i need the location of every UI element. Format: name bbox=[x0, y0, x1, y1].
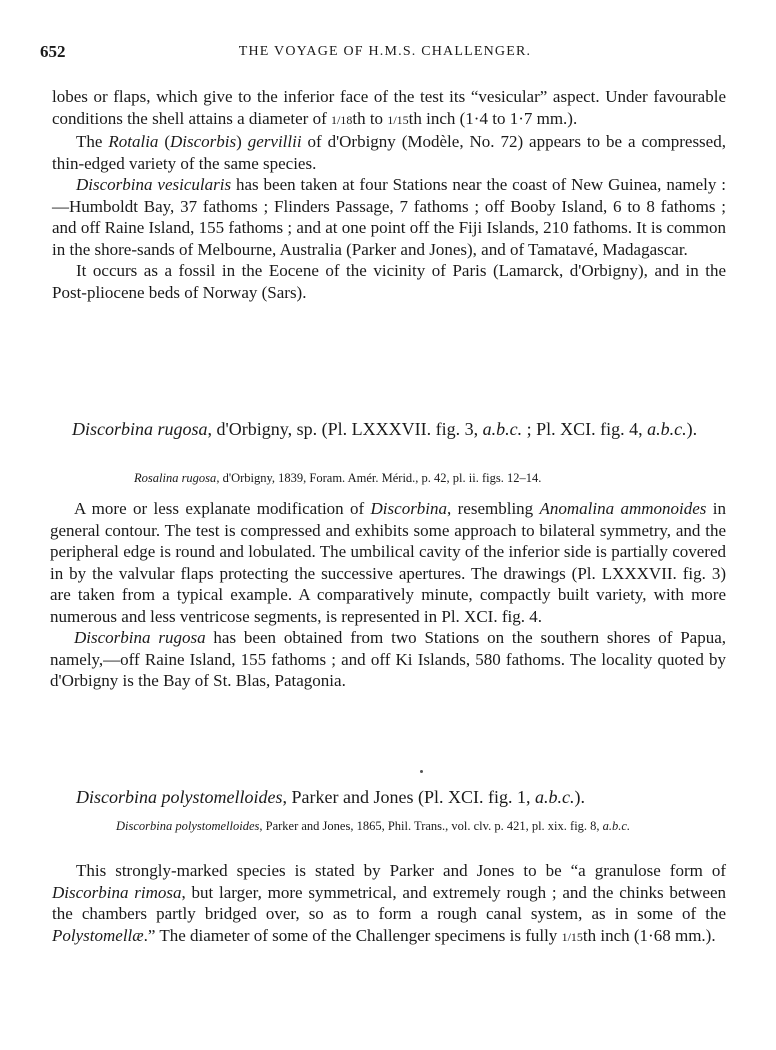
section-heading-polystomelloides bbox=[52, 786, 726, 809]
species-heading-polystomelloides: Discorbina polystomelloides, Parker and Jones (Pl. XCI. fig. 1, a.b.c.). bbox=[76, 787, 585, 807]
paragraph-rugosa-description: A more or less explanate modification of Discorbina, resembling Anomalina ammonoides in general contour. The test is compressed and exhibits some approach to bilateral symmetry, and the peripheral edge is round and lobulated. The umbilical cavity of the inferior side is partially covered in by the valvular flaps protecting the successive apertures. The drawings (Pl. LXXXVII. fig. 3) are taken from a typical example. A comparatively minute, compactly built variety, with more numerous and less ventricose segments, is represented in Pl. XCI. fig. 4. bbox=[50, 499, 726, 626]
synonym-rugosa-text: Rosalina rugosa, d'Orbigny, 1839, Foram. Amér. Mérid., p. 42, pl. ii. figs. 12–14. bbox=[134, 471, 542, 485]
paragraph-distribution: Discorbina vesicularis has been taken at four Stations near the coast of New Guinea, namely :—Humboldt Bay, 37 fathoms ; Flinders Passage, 7 fathoms ; off Booby Island, 6 to 8 fathoms ; and off Raine Island, 155 fathoms ; and at one point off the Fiji Islands, 210 fathoms. It is common in the shore-sands of Melbourne, Australia (Parker and Jones), and of Tamatavé, Madagascar. bbox=[52, 175, 726, 259]
paragraph-size: lobes or flaps, which give to the inferior face of the test its “vesicular” aspect. Under favourable conditions the shell attains a diameter of 1/18th to 1/15th inch (1·4 to 1·7 mm.). bbox=[52, 87, 726, 128]
page-header bbox=[40, 42, 730, 66]
paragraph-rugosa-distribution: Discorbina rugosa has been obtained from two Stations on the southern shores of Papua, namely,—off Raine Island, 155 fathoms ; and off Ki Islands, 580 fathoms. The locality quoted by d'Orbigny is the Bay of St. Blas, Patagonia. bbox=[50, 628, 727, 690]
running-title: THE VOYAGE OF H.M.S. CHALLENGER. bbox=[238, 44, 532, 59]
page-number: 652 bbox=[40, 42, 66, 61]
section-polystomelloides-body bbox=[52, 860, 726, 948]
species-heading-rugosa: Discorbina rugosa, d'Orbigny, sp. (Pl. LXXXVII. fig. 3, a.b.c. ; Pl. XCI. fig. 4, a.b.c.). bbox=[72, 419, 698, 439]
paragraph-gervillii: The Rotalia (Discorbis) gervillii of d'Orbigny (Modèle, No. 72) appears to be a compressed, thin-edged variety of the same species. bbox=[52, 132, 726, 173]
synonym-polystomelloides-text: Discorbina polystomelloides, Parker and Jones, 1865, Phil. Trans., vol. clv. p. 421, pl. xix. fig. 8, a.b.c. bbox=[116, 819, 631, 833]
synonym-polystomelloides bbox=[116, 818, 726, 834]
print-speck bbox=[420, 770, 423, 773]
section-rugosa-body bbox=[50, 498, 726, 692]
paragraph-polystomelloides: This strongly-marked species is stated by Parker and Jones to be “a granulose form of Discorbina rimosa, but larger, more symmetrical, and extremely rough ; and the chinks between the chambers partly bridged over, so as to form a rough canal system, as in some of the Polystomellæ.” The diameter of some of the Challenger specimens is fully 1/15th inch (1·68 mm.). bbox=[52, 861, 726, 945]
paragraph-fossil: It occurs as a fossil in the Eocene of the vicinity of Paris (Lamarck, d'Orbigny), and in the Post-pliocene beds of Norway (Sars). bbox=[52, 261, 726, 302]
section-heading-rugosa bbox=[48, 418, 726, 441]
section-vesicularis-continued bbox=[52, 86, 726, 303]
synonym-rugosa bbox=[134, 470, 654, 486]
